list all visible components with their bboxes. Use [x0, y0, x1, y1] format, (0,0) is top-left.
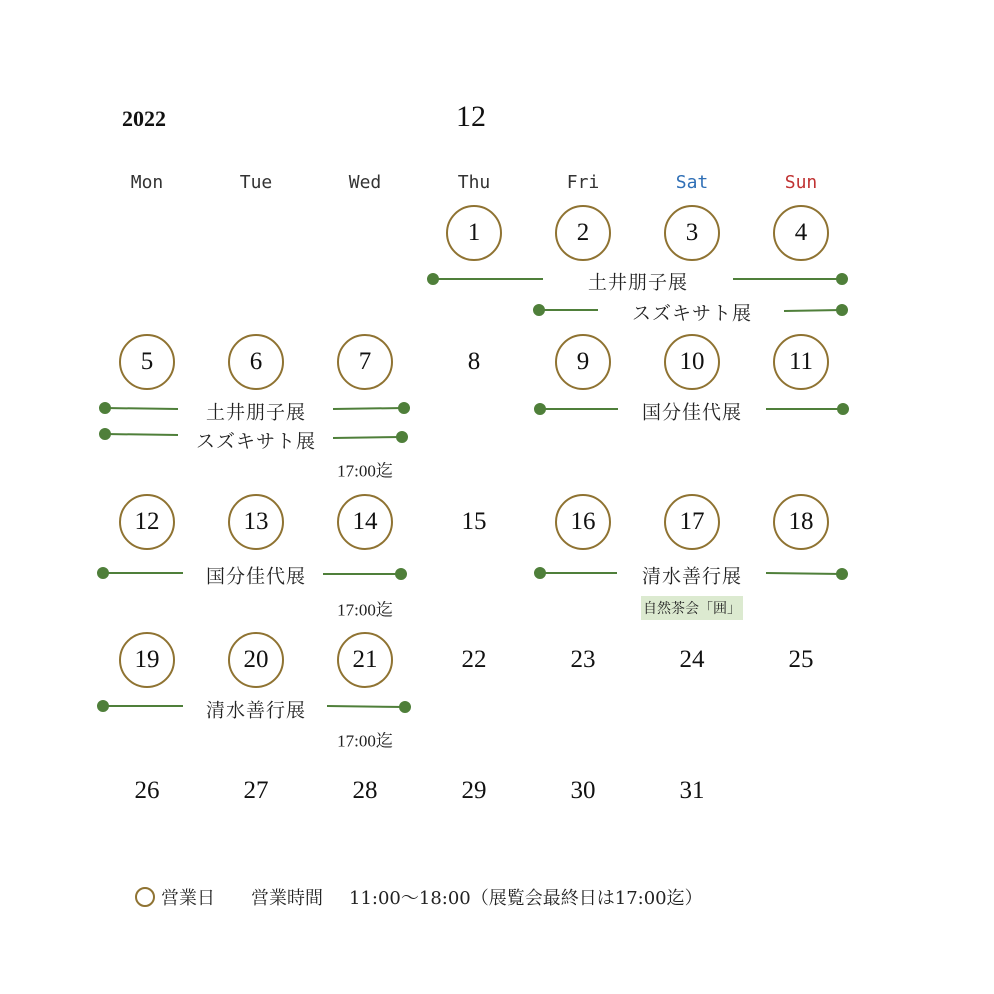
event-line — [333, 437, 402, 438]
day-26[interactable]: 26 — [134, 777, 160, 804]
event-line — [105, 408, 178, 409]
event-label-shimizu: 清水善行展 — [205, 699, 307, 722]
weekday-sun: Sun — [784, 172, 818, 193]
weekday-thu: Thu — [457, 172, 491, 193]
weekday-fri: Fri — [566, 172, 600, 193]
weekday-mon: Mon — [130, 172, 164, 193]
day-5[interactable]: 5 — [119, 334, 175, 390]
day-13[interactable]: 13 — [228, 494, 284, 550]
day-31[interactable]: 31 — [679, 777, 705, 804]
event-start-dot — [428, 274, 438, 284]
day-7[interactable]: 7 — [337, 334, 393, 390]
event-label-kokubu: 国分佳代展 — [641, 401, 743, 424]
event-label-suzuki: スズキサト展 — [631, 302, 753, 325]
month-label: 12 — [456, 100, 486, 133]
event-end-dot — [400, 702, 410, 712]
day-16[interactable]: 16 — [555, 494, 611, 550]
event-end-dot — [397, 432, 407, 442]
event-end-dot — [396, 569, 406, 579]
closing-time-note: 17:00迄 — [337, 731, 393, 751]
day-14[interactable]: 14 — [337, 494, 393, 550]
day-2[interactable]: 2 — [555, 205, 611, 261]
day-12[interactable]: 12 — [119, 494, 175, 550]
day-23[interactable]: 23 — [570, 646, 596, 673]
day-24[interactable]: 24 — [679, 646, 705, 673]
day-10[interactable]: 10 — [664, 334, 720, 390]
weekday-sat: Sat — [675, 172, 709, 193]
closing-time-note: 17:00迄 — [337, 600, 393, 620]
closing-time-note: 17:00迄 — [337, 461, 393, 481]
day-30[interactable]: 30 — [570, 777, 596, 804]
day-22[interactable]: 22 — [461, 646, 487, 673]
event-end-dot — [837, 274, 847, 284]
event-start-dot — [98, 568, 108, 578]
tea-ceremony-badge: 自然茶会「囲」 — [641, 596, 743, 620]
open-day-circle-icon — [135, 887, 155, 907]
legend-hours-label: 営業時間 — [251, 888, 323, 909]
weekday-wed: Wed — [348, 172, 382, 193]
event-line — [105, 434, 178, 435]
event-start-dot — [535, 568, 545, 578]
event-end-dot — [399, 403, 409, 413]
day-15[interactable]: 15 — [461, 508, 487, 535]
event-label-shimizu: 清水善行展 — [641, 565, 743, 588]
day-28[interactable]: 28 — [352, 777, 378, 804]
event-start-dot — [100, 429, 110, 439]
day-6[interactable]: 6 — [228, 334, 284, 390]
legend-hours-text: 11:00〜18:00（展覧会最終日は17:00迄） — [349, 888, 703, 909]
event-end-dot — [837, 569, 847, 579]
day-1[interactable]: 1 — [446, 205, 502, 261]
day-20[interactable]: 20 — [228, 632, 284, 688]
event-start-dot — [100, 403, 110, 413]
day-9[interactable]: 9 — [555, 334, 611, 390]
day-11[interactable]: 11 — [773, 334, 829, 390]
event-line — [766, 573, 842, 574]
event-start-dot — [98, 701, 108, 711]
day-18[interactable]: 18 — [773, 494, 829, 550]
event-label-suzuki: スズキサト展 — [195, 430, 317, 453]
day-27[interactable]: 27 — [243, 777, 269, 804]
event-label-tsuchii: 土井朋子展 — [587, 271, 689, 294]
event-start-dot — [534, 305, 544, 315]
day-8[interactable]: 8 — [467, 348, 481, 375]
event-end-dot — [838, 404, 848, 414]
event-line — [327, 706, 405, 707]
event-label-tsuchii: 土井朋子展 — [205, 401, 307, 424]
day-25[interactable]: 25 — [788, 646, 814, 673]
day-17[interactable]: 17 — [664, 494, 720, 550]
day-29[interactable]: 29 — [461, 777, 487, 804]
event-label-kokubu: 国分佳代展 — [205, 565, 307, 588]
legend-open-label: 営業日 — [161, 888, 215, 909]
day-4[interactable]: 4 — [773, 205, 829, 261]
year-label: 2022 — [122, 106, 166, 131]
event-line — [784, 310, 842, 311]
event-start-dot — [535, 404, 545, 414]
legend — [135, 884, 703, 910]
day-21[interactable]: 21 — [337, 632, 393, 688]
day-3[interactable]: 3 — [664, 205, 720, 261]
event-line — [333, 408, 404, 409]
day-19[interactable]: 19 — [119, 632, 175, 688]
weekday-tue: Tue — [239, 172, 273, 193]
event-end-dot — [837, 305, 847, 315]
